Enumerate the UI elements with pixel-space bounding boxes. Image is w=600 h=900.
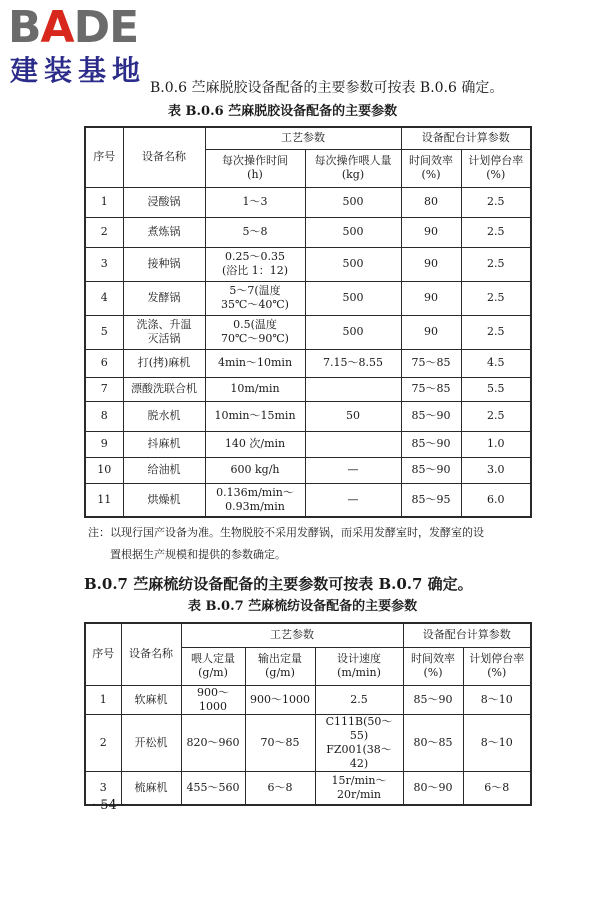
cell-stop-rate: 4.5 xyxy=(461,349,531,377)
cell-feed: 7.15～8.55 xyxy=(305,349,401,377)
cell-feed xyxy=(305,377,401,401)
table-b06 xyxy=(84,126,532,518)
cell-name: 梳麻机 xyxy=(121,771,181,805)
cell-efficiency: 85～90 xyxy=(401,431,461,457)
table-row xyxy=(85,431,531,457)
cell-time: 0.136m/min～ 0.93m/min xyxy=(205,483,305,517)
table-row xyxy=(85,685,531,714)
cell-efficiency: 80～90 xyxy=(403,771,463,805)
cell-efficiency: 80 xyxy=(401,187,461,217)
table-b07 xyxy=(84,622,532,806)
cell-no: 8 xyxy=(85,401,123,431)
cell-no: 11 xyxy=(85,483,123,517)
logo-wordmark: BADE xyxy=(8,2,139,53)
group-header-process: 工艺参数 xyxy=(205,127,401,149)
cell-name: 煮炼锅 xyxy=(123,217,205,247)
col-header-name: 设备名称 xyxy=(123,127,205,187)
col-header-stop-rate: 计划停台率 (%) xyxy=(461,149,531,187)
cell-no: 3 xyxy=(85,247,123,281)
cell-stop-rate: 6～8 xyxy=(463,771,531,805)
cell-output: 70～85 xyxy=(245,714,315,771)
cell-name: 漂酸洗联合机 xyxy=(123,377,205,401)
col-header-name: 设备名称 xyxy=(121,623,181,685)
cell-efficiency: 85～90 xyxy=(401,457,461,483)
cell-input: 820～960 xyxy=(181,714,245,771)
cell-name: 开松机 xyxy=(121,714,181,771)
cell-efficiency: 80～85 xyxy=(403,714,463,771)
cell-time: 600 kg/h xyxy=(205,457,305,483)
col-header-input: 喂人定量 (g/m) xyxy=(181,647,245,685)
group-header-calc: 设备配台计算参数 xyxy=(403,623,531,647)
cell-no: 1 xyxy=(85,187,123,217)
cell-output: 900～1000 xyxy=(245,685,315,714)
cell-feed: 50 xyxy=(305,401,401,431)
cell-time: 140 次/min xyxy=(205,431,305,457)
cell-stop-rate: 5.5 xyxy=(461,377,531,401)
cell-no: 7 xyxy=(85,377,123,401)
cell-efficiency: 90 xyxy=(401,281,461,315)
cell-speed: C111B(50～55) FZ001(38～42) xyxy=(315,714,403,771)
table-row xyxy=(85,457,531,483)
cell-name: 脱水机 xyxy=(123,401,205,431)
cell-stop-rate: 2.5 xyxy=(461,217,531,247)
cell-efficiency: 90 xyxy=(401,217,461,247)
cell-time: 5～7(温度 35℃～40℃) xyxy=(205,281,305,315)
cell-stop-rate: 6.0 xyxy=(461,483,531,517)
cell-efficiency: 90 xyxy=(401,315,461,349)
table1-note-line2: 置根据生产规模和提供的参数确定。 xyxy=(110,548,286,561)
cell-time: 5～8 xyxy=(205,217,305,247)
cell-feed: 500 xyxy=(305,281,401,315)
cell-stop-rate: 3.0 xyxy=(461,457,531,483)
cell-name: 抖麻机 xyxy=(123,431,205,457)
cell-input: 455～560 xyxy=(181,771,245,805)
group-header-process: 工艺参数 xyxy=(181,623,403,647)
table-row xyxy=(85,377,531,401)
cell-name: 软麻机 xyxy=(121,685,181,714)
col-header-no: 序号 xyxy=(85,127,123,187)
cell-name: 打(拷)麻机 xyxy=(123,349,205,377)
table-row xyxy=(85,187,531,217)
table-row xyxy=(85,401,531,431)
cell-no: 6 xyxy=(85,349,123,377)
cell-no: 3 xyxy=(85,771,121,805)
cell-feed: 500 xyxy=(305,187,401,217)
col-header-efficiency: 时间效率 (%) xyxy=(401,149,461,187)
cell-stop-rate: 1.0 xyxy=(461,431,531,457)
cell-name: 浸酸锅 xyxy=(123,187,205,217)
intro-paragraph: B.0.6 苎麻脱胶设备配备的主要参数可按表 B.0.6 确定。 xyxy=(150,80,504,96)
cell-feed: 500 xyxy=(305,217,401,247)
section-b07: B.0.7 苎麻梳纺设备配备的主要参数可按表 B.0.7 确定。 xyxy=(84,575,473,593)
table-row xyxy=(85,315,531,349)
cell-output: 6～8 xyxy=(245,771,315,805)
cell-feed: 500 xyxy=(305,315,401,349)
cell-name: 接种锅 xyxy=(123,247,205,281)
table2-caption: 表 B.0.7 苎麻梳纺设备配备的主要参数 xyxy=(188,599,418,614)
table-row xyxy=(85,349,531,377)
cell-stop-rate: 2.5 xyxy=(461,401,531,431)
col-header-output: 输出定量 (g/m) xyxy=(245,647,315,685)
table-row xyxy=(85,771,531,805)
cell-input: 900～1000 xyxy=(181,685,245,714)
cell-time: 10m/min xyxy=(205,377,305,401)
cell-feed xyxy=(305,431,401,457)
table-row xyxy=(85,247,531,281)
col-header-time: 每次操作时间 (h) xyxy=(205,149,305,187)
cell-time: 1～3 xyxy=(205,187,305,217)
table-row xyxy=(85,714,531,771)
cell-no: 2 xyxy=(85,217,123,247)
col-header-stop-rate: 计划停台率 (%) xyxy=(463,647,531,685)
cell-time: 0.25～0.35 (浴比 1：12) xyxy=(205,247,305,281)
cell-no: 5 xyxy=(85,315,123,349)
page-number: · 54 · xyxy=(92,798,126,813)
cell-stop-rate: 2.5 xyxy=(461,315,531,349)
cell-name: 发酵锅 xyxy=(123,281,205,315)
cell-stop-rate: 8～10 xyxy=(463,714,531,771)
logo-subtitle: 建装基地 xyxy=(10,54,147,87)
cell-no: 4 xyxy=(85,281,123,315)
cell-efficiency: 90 xyxy=(401,247,461,281)
cell-stop-rate: 2.5 xyxy=(461,281,531,315)
cell-efficiency: 85～90 xyxy=(403,685,463,714)
col-header-efficiency: 时间效率 (%) xyxy=(403,647,463,685)
cell-stop-rate: 2.5 xyxy=(461,187,531,217)
cell-name: 洗涤、升温 灭活锅 xyxy=(123,315,205,349)
cell-no: 2 xyxy=(85,714,121,771)
cell-feed: 500 xyxy=(305,247,401,281)
table-row xyxy=(85,483,531,517)
cell-feed: — xyxy=(305,457,401,483)
cell-no: 10 xyxy=(85,457,123,483)
col-header-speed: 设计速度 (m/min) xyxy=(315,647,403,685)
cell-efficiency: 85～95 xyxy=(401,483,461,517)
col-header-feed: 每次操作喂人量 (kg) xyxy=(305,149,401,187)
cell-time: 10min～15min xyxy=(205,401,305,431)
cell-no: 9 xyxy=(85,431,123,457)
cell-time: 4min～10min xyxy=(205,349,305,377)
group-header-calc: 设备配台计算参数 xyxy=(401,127,531,149)
cell-stop-rate: 2.5 xyxy=(461,247,531,281)
cell-speed: 15r/min～ 20r/min xyxy=(315,771,403,805)
cell-name: 给油机 xyxy=(123,457,205,483)
table-row xyxy=(85,281,531,315)
col-header-no: 序号 xyxy=(85,623,121,685)
cell-name: 烘燥机 xyxy=(123,483,205,517)
cell-efficiency: 75～85 xyxy=(401,349,461,377)
cell-feed: — xyxy=(305,483,401,517)
cell-efficiency: 85～90 xyxy=(401,401,461,431)
cell-time: 0.5(温度 70℃～90℃) xyxy=(205,315,305,349)
cell-speed: 2.5 xyxy=(315,685,403,714)
table1-note-line1: 注：以现行国产设备为准。生物脱胶不采用发酵锅，而采用发酵室时，发酵室的设 xyxy=(88,526,484,539)
cell-efficiency: 75～85 xyxy=(401,377,461,401)
table1-caption: 表 B.0.6 苎麻脱胶设备配备的主要参数 xyxy=(168,104,398,119)
table-row xyxy=(85,217,531,247)
cell-stop-rate: 8～10 xyxy=(463,685,531,714)
cell-no: 1 xyxy=(85,685,121,714)
